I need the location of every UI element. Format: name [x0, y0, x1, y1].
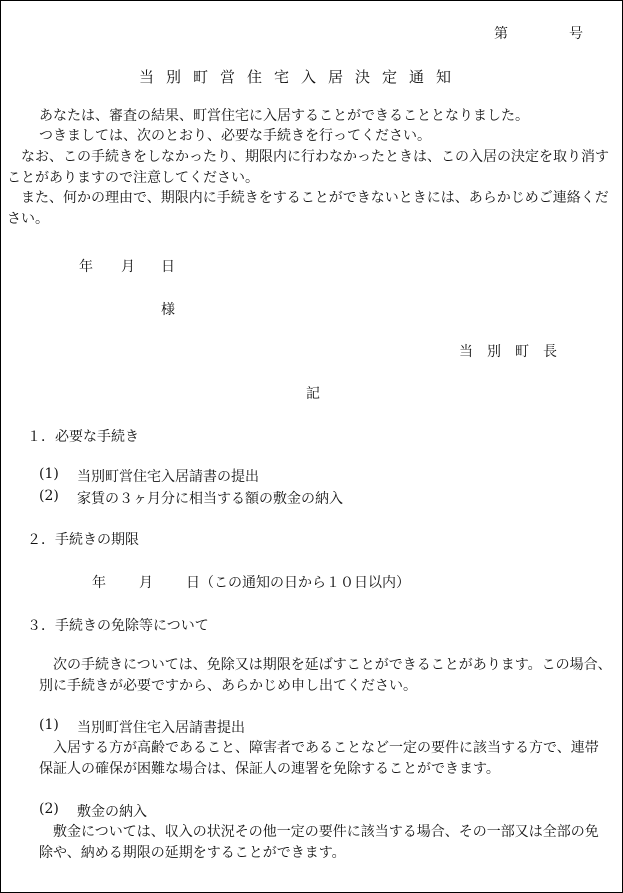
section3-item2-title: 敷金の納入 — [77, 804, 147, 820]
section2-day-note: 日（この通知の日から１０日以内） — [186, 575, 410, 591]
section1-item1-num: (1) — [39, 466, 59, 482]
body-paragraph-3: なお、この手続きをしなかったり、期限内に行わなかったときは、この入居の決定を取り消すことがありますので注意してください。 — [7, 149, 609, 186]
section2-heading: ２．手続きの期限 — [27, 532, 139, 548]
section3-item2-num: (2) — [39, 801, 59, 817]
section1-item2-num: (2) — [39, 488, 59, 504]
body-paragraph-2: つきましては、次のとおり、必要な手続きを行ってください。 — [25, 128, 431, 144]
date-month: 月 — [121, 259, 135, 275]
date-year: 年 — [79, 259, 93, 275]
section3-item1-body: 入居する方が高齢であること、障害者であることなど一定の要件に該当する方で、連帯保証人の確保が困難な場合は、保証人の連署を免除することができます。 — [39, 740, 599, 777]
section3-item1-num: (1) — [39, 717, 59, 733]
section3-heading: ３．手続きの免除等について — [27, 618, 209, 634]
section3-item2-body: 敷金については、収入の状況その他一定の要件に該当する場合、その一部又は全部の免除や、納める期限の延期をすることができます。 — [39, 824, 599, 861]
section2-year: 年 — [92, 575, 106, 591]
section1-item2-text: 家賃の３ヶ月分に相当する額の敷金の納入 — [77, 491, 343, 507]
body-paragraph-4: また、何かの理由で、期限内に手続きをすることができないときには、あらかじめご連絡ください。 — [7, 190, 609, 227]
section1-heading: １．必要な手続き — [27, 429, 139, 445]
section1-item1-text: 当別町営住宅入居請書の提出 — [77, 469, 259, 485]
ki-heading: 記 — [306, 386, 320, 402]
issuer: 当 別 町 長 — [459, 344, 557, 360]
document-title: 当別町営住宅入居決定通知 — [139, 68, 464, 86]
section3-intro: 次の手続きについては、免除又は期限を延ばすことができることがあります。この場合、別に手続きが必要ですから、あらかじめ申し出てください。 — [39, 657, 612, 694]
body-paragraph-1: あなたは、審査の結果、町営住宅に入居することができることとなりました。 — [25, 108, 529, 124]
date-day: 日 — [161, 259, 175, 275]
section3-item1-title: 当別町営住宅入居請書提出 — [77, 720, 245, 736]
section2-month: 月 — [139, 575, 153, 591]
document-number-go: 号 — [569, 26, 583, 42]
document-number-dai: 第 — [494, 26, 508, 42]
addressee-suffix: 様 — [161, 302, 175, 318]
